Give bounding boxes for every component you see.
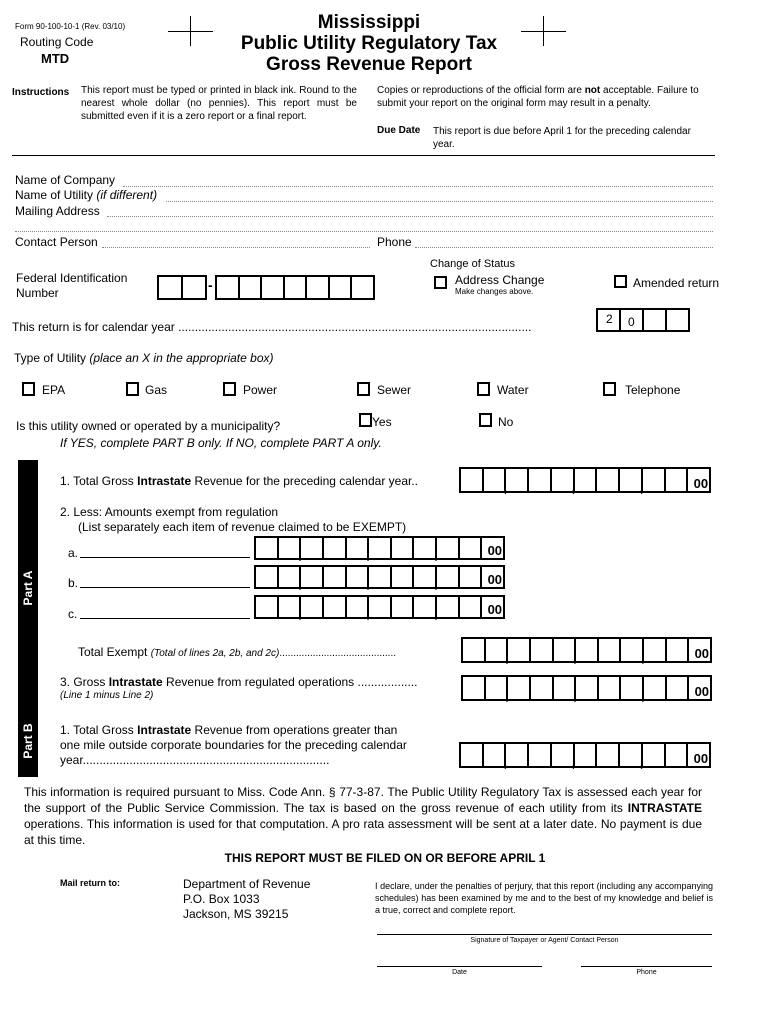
title-line-1: Mississippi — [317, 12, 421, 33]
municipality-yes-label: Yes — [372, 415, 392, 429]
mailing-address-label: Mailing Address — [15, 204, 100, 218]
part-a-line-3-note: (Line 1 minus Line 2) — [60, 690, 154, 701]
total-exempt-amount[interactable]: , , , 00 — [461, 637, 712, 663]
cents-00: 00 — [693, 476, 709, 491]
part-a-2a-description-field[interactable] — [80, 557, 250, 558]
amended-return-label: Amended return — [633, 276, 720, 290]
routing-code-label: Routing Code — [20, 35, 94, 49]
water-checkbox[interactable] — [477, 382, 490, 396]
address-change-label: Address Change — [455, 273, 545, 287]
year-digit-2: 0 — [628, 315, 635, 329]
part-b-label: Part B — [21, 723, 35, 759]
utility-name-label: Name of Utility (if different) — [15, 188, 158, 202]
part-a-line-1-label: 1. Total Gross Intrastate Revenue for the preceding calendar year.. — [60, 474, 418, 488]
legal-text: This information is required pursuant to Miss. Code Ann. § 77-3-87. The Public Utility Regulatory Tax is assessed each year for the support of the Public Service Commission. The tax is based on the gross revenue of each utility from its INTRASTATE operations. This information is used for that computation. A pro rata assessment will be sent at a later date. No payment is due at this time. — [24, 785, 702, 847]
part-a-line-3-label: 3. Gross Intrastate Revenue from regulated operations .................. — [60, 675, 418, 689]
part-b-bar — [18, 705, 38, 777]
address-change-note: Make changes above. — [455, 287, 534, 296]
part-a-line-1-amount[interactable]: , , , 00 — [459, 467, 711, 493]
part-a-2b-label: b. — [68, 576, 79, 590]
municipality-no-label: No — [498, 415, 514, 429]
part-a-2c-description-field[interactable] — [80, 618, 250, 619]
copies-notice: Copies or reproductions of the official form are not acceptable. Failure to submit your report on the original form may result in a penalty. — [377, 85, 699, 109]
declaration-text: I declare, under the penalties of perjury, that this report (including any accompanying schedules) has been examined by me and to the best of my knowledge and belief is a true, correct and complete report. — [375, 881, 713, 915]
fein-dash: - — [208, 277, 213, 293]
part-a-2b-description-field[interactable] — [80, 587, 250, 588]
cents-00: 00 — [694, 684, 710, 699]
phone-field[interactable] — [415, 247, 713, 248]
fein-prefix-boxes[interactable] — [157, 275, 207, 300]
cents-00: 00 — [487, 602, 503, 617]
epa-label: EPA — [42, 383, 66, 397]
address-change-checkbox[interactable] — [434, 276, 447, 289]
contact-person-label: Contact Person — [15, 235, 98, 249]
phone-signature-label: Phone — [636, 969, 657, 976]
part-a-line-2-note: (List separately each item of revenue claimed to be EXEMPT) — [78, 520, 407, 534]
fein-suffix-boxes[interactable] — [215, 275, 375, 300]
part-a-line-3-amount[interactable]: , , , 00 — [461, 675, 712, 701]
municipality-question: Is this utility owned or operated by a municipality? — [16, 419, 281, 433]
due-date-label: Due Date — [377, 125, 421, 136]
utility-type-label: Type of Utility (place an X in the appropriate box) — [14, 351, 274, 365]
cents-00: 00 — [693, 751, 709, 766]
instructions-label: Instructions — [12, 87, 70, 98]
calendar-year-boxes[interactable] — [596, 308, 690, 332]
municipality-no-checkbox[interactable] — [479, 413, 492, 427]
change-of-status-label: Change of Status — [430, 258, 516, 270]
phone-label: Phone — [377, 235, 412, 249]
part-a-label: Part A — [21, 570, 35, 605]
water-label: Water — [497, 383, 529, 397]
due-date-text: This report is due before April 1 for the preceding calendar year. — [433, 126, 691, 150]
title-line-2: Public Utility Regulatory Tax — [240, 33, 498, 54]
mail-return-label: Mail return to: — [60, 878, 120, 888]
cents-00: 00 — [487, 543, 503, 558]
fein-label: Federal Identification Number — [16, 271, 128, 300]
signature-line[interactable] — [377, 934, 712, 935]
calendar-year-label: This return is for calendar year .......................................................................................................... — [12, 320, 532, 334]
sewer-label: Sewer — [377, 383, 412, 397]
part-a-2c-amount[interactable]: , , , 00 — [254, 595, 505, 619]
cents-00: 00 — [487, 572, 503, 587]
epa-checkbox[interactable] — [22, 382, 35, 396]
mail-address: Department of Revenue P.O. Box 1033 Jackson, MS 39215 — [183, 877, 311, 921]
cents-00: 00 — [694, 646, 710, 661]
signature-label: Signature of Taxpayer or Agent/ Contact Person — [470, 937, 619, 944]
phone-signature-line[interactable] — [581, 966, 712, 967]
gas-label: Gas — [145, 383, 168, 397]
company-name-label: Name of Company — [15, 173, 116, 187]
part-a-2c-label: c. — [68, 607, 78, 621]
power-label: Power — [243, 383, 278, 397]
part-a-2a-amount[interactable]: , , , 00 — [254, 536, 505, 560]
title-line-3: Gross Revenue Report — [266, 54, 472, 75]
routing-code-value: MTD — [41, 51, 70, 66]
utility-name-field[interactable] — [166, 201, 713, 202]
telephone-label: Telephone — [625, 383, 681, 397]
page-title — [240, 12, 498, 75]
total-exempt-label: Total Exempt (Total of lines 2a, 2b, and 2c).......................................... — [78, 645, 397, 659]
part-b-line-1-amount[interactable]: , , , 00 — [459, 742, 711, 768]
part-a-line-2-label: 2. Less: Amounts exempt from regulation — [60, 505, 279, 519]
part-a-2b-amount[interactable]: , , , 00 — [254, 565, 505, 589]
instructions-text: This report must be typed or printed in black ink. Round to the nearest whole dollar (no pennies). This report must be submitted even if it is a zero report or a final report. — [81, 85, 357, 122]
form-number: Form 90-100-10-1 (Rev. 03/10) — [15, 22, 126, 31]
power-checkbox[interactable] — [223, 382, 236, 396]
municipality-instruction: If YES, complete PART B only. If NO, complete PART A only. — [60, 436, 382, 450]
date-line[interactable] — [377, 966, 542, 967]
year-digit-1: 2 — [606, 312, 613, 326]
date-label: Date — [452, 969, 467, 976]
part-a-2a-label: a. — [68, 546, 79, 560]
gas-checkbox[interactable] — [126, 382, 139, 396]
mailing-address-field-2[interactable] — [15, 231, 713, 232]
sewer-checkbox[interactable] — [357, 382, 370, 396]
mailing-address-field[interactable] — [107, 216, 713, 217]
filing-deadline: THIS REPORT MUST BE FILED ON OR BEFORE APRIL 1 — [224, 851, 546, 865]
telephone-checkbox[interactable] — [603, 382, 616, 396]
section-divider — [12, 155, 715, 156]
company-name-field[interactable] — [123, 186, 713, 187]
municipality-yes-checkbox[interactable] — [359, 413, 372, 427]
contact-person-field[interactable] — [102, 247, 370, 248]
part-b-line-1-label: 1. Total Gross Intrastate Revenue from operations greater than one mile outside corporate boundaries for the preceding calendar year.......................................................................... — [60, 723, 407, 767]
part-a-bar — [18, 460, 38, 715]
amended-return-checkbox[interactable] — [614, 275, 627, 288]
